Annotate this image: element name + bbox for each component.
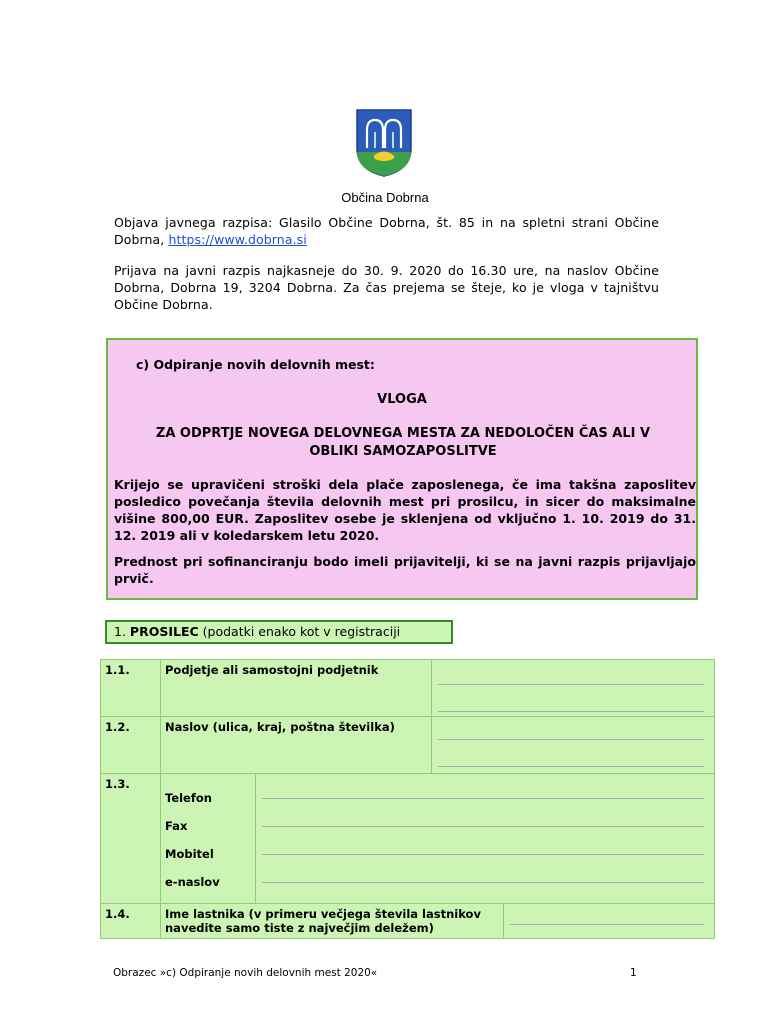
row-label: Ime lastnika (v primeru večjega števila lastnikov navedite samo tiste z največjim deležem) xyxy=(161,904,504,939)
contact-fields xyxy=(256,774,715,904)
row-number: 1.3. xyxy=(101,774,161,904)
owner-name-field[interactable] xyxy=(504,904,715,939)
section-title: PROSILEC xyxy=(129,624,199,639)
entry-line xyxy=(438,684,704,685)
publication-text: Objava javnega razpisa: Glasilo Občine Dobrna, št. 85 in na spletni strani Občine Dobrna, xyxy=(114,215,659,247)
row-label: Podjetje ali samostojni podjetnik xyxy=(161,660,432,717)
entry-line xyxy=(438,739,704,740)
row-number: 1.2. xyxy=(101,717,161,774)
form-subtitle: ZA ODPRTJE NOVEGA DELOVNEGA MESTA ZA NEDOLOČEN ČAS ALI V OBLIKI SAMOZAPOSLITVE xyxy=(155,426,651,459)
address-field[interactable] xyxy=(432,717,715,774)
coat-of-arms-logo xyxy=(355,108,413,178)
contact-labels xyxy=(161,774,256,904)
section-note: (podatki enako kot v registraciji xyxy=(202,624,401,639)
applicant-section-header xyxy=(105,620,453,644)
entry-line xyxy=(438,766,704,767)
company-name-field[interactable] xyxy=(432,660,715,717)
table-row xyxy=(101,660,715,717)
table-row xyxy=(101,904,715,939)
row-number: 1.4. xyxy=(101,904,161,939)
page-number: 1 xyxy=(630,967,637,979)
section-number: 1. xyxy=(114,624,126,639)
eligible-costs-text: Krijejo se upravičeni stroški dela plače zaposlenega, če ima takšna zaposlitev posledico povečanja števila delovnih mest pri prosilcu, in sicer do maksimalne višine 800,00 EUR. Zaposlitev osebe je sklenjena od vključno 1. 10. 2019 do 31. 12. 2019 ali v koledarskem letu 2020. xyxy=(114,477,696,543)
publication-info xyxy=(114,214,659,248)
table-row xyxy=(101,717,715,774)
form-title: VLOGA xyxy=(377,392,427,407)
mobile-label: Mobitel xyxy=(165,847,214,861)
mobile-field[interactable] xyxy=(262,854,704,855)
application-info: Prijava na javni razpis najkasneje do 30. 9. 2020 do 16.30 ure, na naslov Občine Dobrna, Dobrna 19, 3204 Dobrna. Za čas prejema se šteje, ko je vloga v tajništvu Občine Dobrna. xyxy=(114,263,659,312)
entry-line xyxy=(510,924,704,925)
entry-line xyxy=(438,711,704,712)
priority-text: Prednost pri sofinanciranju bodo imeli prijavitelji, ki se na javni razpis prijavljajo prvič. xyxy=(114,554,696,586)
table-row xyxy=(101,774,715,904)
email-label: e-naslov xyxy=(165,875,220,889)
row-label: Naslov (ulica, kraj, poštna številka) xyxy=(161,717,432,774)
email-field[interactable] xyxy=(262,882,704,883)
website-link[interactable]: https://www.dobrna.si xyxy=(168,232,307,247)
row-number: 1.1. xyxy=(101,660,161,717)
section-heading: c) Odpiranje novih delovnih mest: xyxy=(136,357,375,372)
applicant-form-table xyxy=(100,659,715,939)
phone-field[interactable] xyxy=(262,798,704,799)
municipality-name: Občina Dobrna xyxy=(341,190,429,205)
fax-field[interactable] xyxy=(262,826,704,827)
phone-label: Telefon xyxy=(165,791,212,805)
fax-label: Fax xyxy=(165,819,188,833)
footer-form-name: Obrazec »c) Odpiranje novih delovnih mest 2020« xyxy=(113,967,378,979)
